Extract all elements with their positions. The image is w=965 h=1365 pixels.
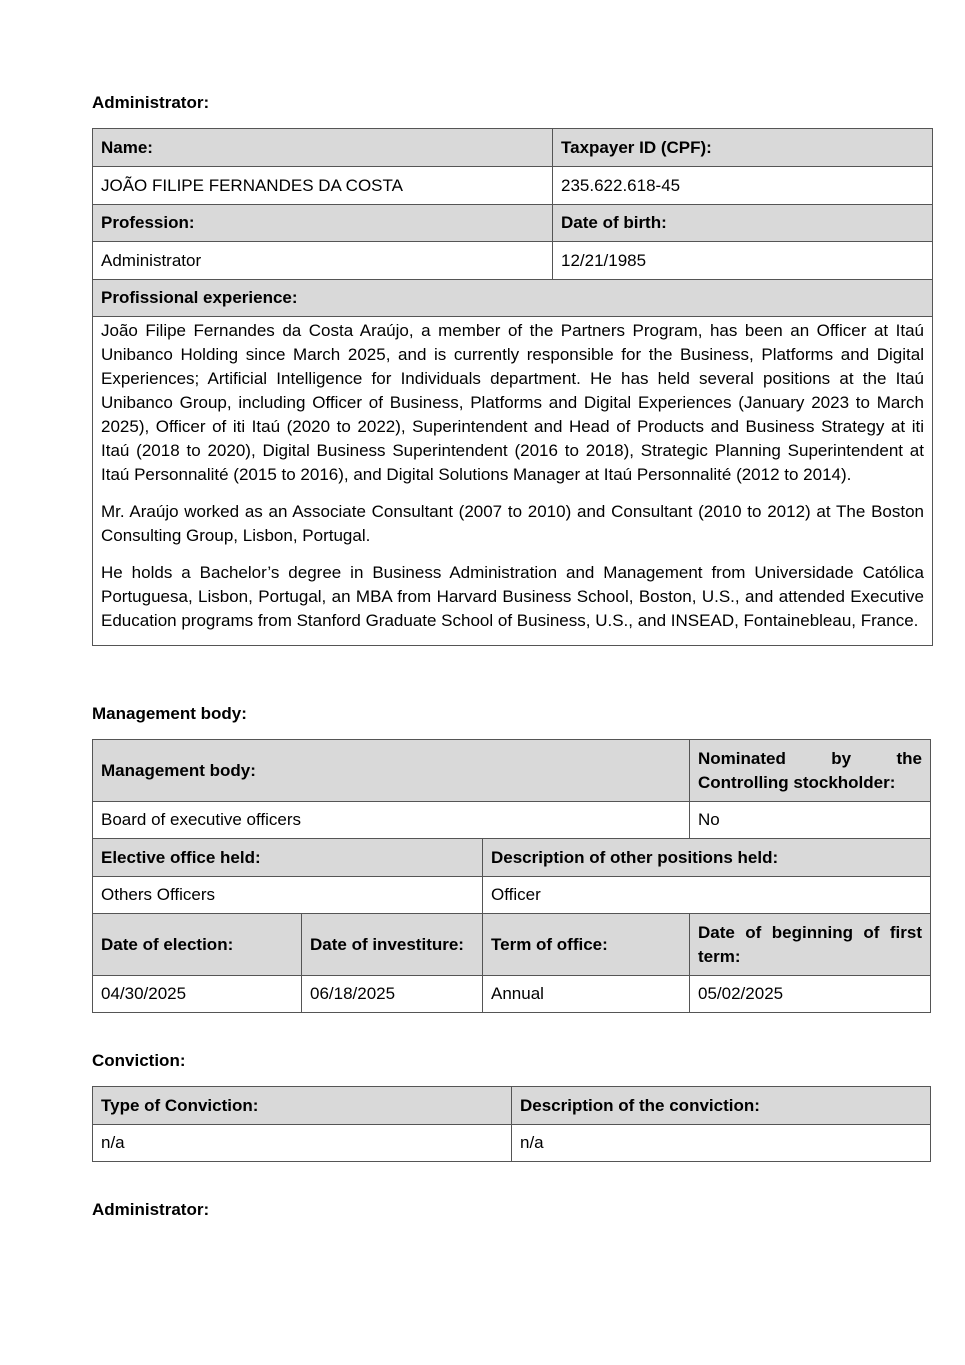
management-body-table <box>92 739 931 1013</box>
first-term-label: Date of beginning of first term: <box>690 914 931 976</box>
date-of-birth-label: Date of birth: <box>553 205 933 242</box>
professional-experience-text <box>93 317 933 646</box>
date-of-birth-value: 12/21/1985 <box>553 242 933 280</box>
term-of-office-label: Term of office: <box>483 914 690 976</box>
date-of-election-label: Date of election: <box>93 914 302 976</box>
administrator-heading: Administrator: <box>92 93 210 112</box>
profession-value: Administrator <box>93 242 553 280</box>
nominated-label: Nominated by the Controlling stockholder: <box>690 740 931 802</box>
nominated-value: No <box>690 802 931 839</box>
conviction-description-label: Description of the conviction: <box>512 1087 931 1125</box>
other-positions-value: Officer <box>483 877 931 914</box>
conviction-table <box>92 1086 931 1162</box>
date-of-investiture-label: Date of investiture: <box>302 914 483 976</box>
profession-label: Profession: <box>93 205 553 242</box>
type-of-conviction-label: Type of Conviction: <box>93 1087 512 1125</box>
first-term-value: 05/02/2025 <box>690 976 931 1013</box>
professional-experience-label: Profissional experience: <box>93 280 933 317</box>
taxpayer-id-value: 235.622.618-45 <box>553 167 933 205</box>
management-body-heading: Management body: <box>92 704 247 723</box>
experience-paragraph: He holds a Bachelor’s degree in Business Administration and Management from Universidade Católica Portuguesa, Lisbon, Portugal, an MBA from Harvard Business School, Boston, U.S., and attended Executive Education programs from Stanford Graduate School of Business, U.S., and INSEAD, Fontainebleau, France. <box>101 563 924 630</box>
conviction-heading: Conviction: <box>92 1051 186 1070</box>
other-positions-label: Description of other positions held: <box>483 839 931 877</box>
elective-office-value: Others Officers <box>93 877 483 914</box>
administrator-heading-2: Administrator: <box>92 1200 210 1219</box>
taxpayer-id-label: Taxpayer ID (CPF): <box>553 129 933 167</box>
elective-office-label: Elective office held: <box>93 839 483 877</box>
management-body-value: Board of executive officers <box>93 802 690 839</box>
management-body-label: Management body: <box>93 740 690 802</box>
date-of-election-value: 04/30/2025 <box>93 976 302 1013</box>
conviction-description-value: n/a <box>512 1125 931 1162</box>
term-of-office-value: Annual <box>483 976 690 1013</box>
name-value: JOÃO FILIPE FERNANDES DA COSTA <box>93 167 553 205</box>
experience-paragraph: João Filipe Fernandes da Costa Araújo, a member of the Partners Program, has been an Officer at Itaú Unibanco Holding since March 2025, and is currently responsible for the Business, Platforms and Digital Experiences; Artificial Intelligence for Individuals department. He has held several positions at the Itaú Unibanco Group, including Officer of Business, Platforms and Digital Experiences (January 2023 to March 2025), Officer of iti Itaú (2020 to 2022), Superintendent and Head of Products and Business Strategy at iti Itaú (2018 to 2020), Digital Business Superintendent (2016 to 2018), Strategic Planning Superintendent at Itaú Personnalité (2015 to 2016), and Digital Solutions Manager at Itaú Personnalité (2012 to 2014). <box>101 321 924 484</box>
type-of-conviction-value: n/a <box>93 1125 512 1162</box>
date-of-investiture-value: 06/18/2025 <box>302 976 483 1013</box>
administrator-table <box>92 128 933 646</box>
experience-paragraph: Mr. Araújo worked as an Associate Consultant (2007 to 2010) and Consultant (2010 to 2012) at The Boston Consulting Group, Lisbon, Portugal. <box>101 502 924 545</box>
name-label: Name: <box>93 129 553 167</box>
